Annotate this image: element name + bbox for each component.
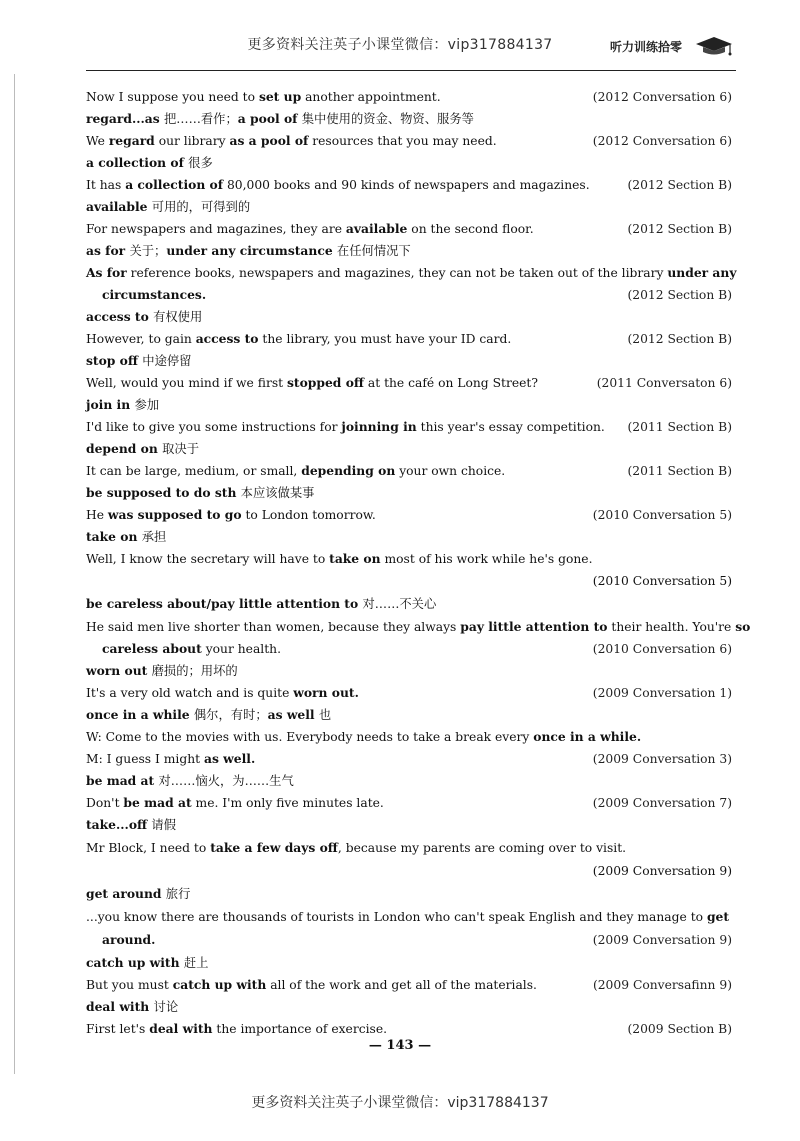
source-citation: (2010 Conversation 6) (592, 642, 732, 656)
footer-watermark: 更多资料关注英子小课堂微信：vip317884137 (251, 1095, 549, 1111)
source-citation: (2009 Section B) (627, 1022, 732, 1036)
bold-phrase: be mad at (86, 773, 159, 788)
text-segment: I'd like to give you some instructions for (86, 420, 342, 434)
text-segment: 把……看作； (163, 112, 238, 126)
source-citation: (2009 Conversation 3) (592, 752, 732, 766)
header-watermark: 更多资料关注英子小课堂微信：vip317884137 (247, 37, 553, 53)
text-segment: reference books, newspapers and magazines, they can not be taken out of the library (126, 266, 668, 280)
text-segment: 请假 (151, 818, 177, 832)
text-segment: 旅行 (165, 887, 191, 901)
phrase-heading (86, 306, 736, 328)
example-sentence (86, 86, 736, 108)
example-sentence (86, 460, 736, 482)
source-citation: (2011 Section B) (627, 420, 732, 434)
text-segment: 很多 (188, 156, 213, 170)
example-sentence (86, 284, 736, 306)
phrase-heading (86, 196, 736, 218)
text-segment: most of his work while he's gone. (380, 552, 593, 566)
phrase-heading (86, 438, 736, 460)
vocabulary-list (86, 86, 751, 1040)
bold-phrase: around. (102, 932, 156, 947)
bold-phrase: access to (195, 331, 259, 346)
text-segment: your own choice. (395, 464, 506, 478)
phrase-heading (86, 482, 736, 504)
text-segment: 承担 (141, 530, 167, 544)
text-segment: W: Come to the movies with us. Everybody needs to take a break every (86, 730, 534, 744)
text-segment: First let's (86, 1022, 150, 1036)
bold-phrase: catch up with (172, 977, 267, 992)
example-sentence (86, 974, 736, 996)
example-sentence (86, 748, 736, 770)
phrase-heading (86, 660, 736, 682)
example-sentence (86, 1018, 736, 1040)
bold-phrase: get around (86, 886, 166, 901)
source-line (86, 860, 736, 882)
phrase-heading (86, 108, 736, 130)
bold-phrase: access to (86, 309, 154, 324)
bold-phrase: get (706, 909, 730, 924)
bold-phrase: under any (667, 265, 737, 280)
bold-phrase: available (345, 221, 408, 236)
text-segment: all of the work and get all of the materials. (266, 978, 537, 992)
text-segment: For newspapers and magazines, they are (86, 222, 346, 236)
bold-phrase: be mad at (123, 795, 192, 810)
text-segment: Don't (86, 796, 124, 810)
bold-phrase: so (735, 619, 751, 634)
bold-phrase: regard...as (86, 111, 164, 126)
example-sentence (86, 638, 736, 660)
left-margin-rule (14, 74, 15, 1074)
bold-phrase: a collection of (125, 177, 224, 192)
example-sentence (86, 218, 736, 240)
text-segment: We (86, 134, 109, 148)
phrase-heading (86, 704, 736, 726)
text-segment: this year's essay competition. (416, 420, 605, 434)
text-segment: 偶尔，有时； (193, 708, 268, 722)
bold-phrase: depending on (301, 463, 396, 478)
example-sentence (86, 548, 736, 570)
text-segment: ...you know there are thousands of tourists in London who can't speak English and they manage to (86, 910, 707, 924)
source-citation: (2011 Section B) (627, 464, 732, 478)
text-segment: 磨损的；用坏的 (151, 664, 238, 678)
example-sentence (86, 616, 751, 638)
text-segment: our library (154, 134, 230, 148)
text-segment: , because my parents are coming over to visit. (337, 841, 627, 855)
bold-phrase: available (86, 199, 152, 214)
bold-phrase: be supposed to do sth (86, 485, 241, 500)
bold-phrase: stop off (86, 353, 143, 368)
bold-phrase: circumstances. (102, 287, 207, 302)
text-segment: 80,000 books and 90 kinds of newspapers and magazines. (223, 178, 590, 192)
source-citation: (2012 Section B) (627, 288, 732, 302)
text-segment: resources that you may need. (308, 134, 497, 148)
text-segment: 取决于 (162, 442, 199, 456)
bold-phrase: as well. (204, 751, 256, 766)
example-sentence (86, 328, 736, 350)
text-segment: at the café on Long Street? (363, 376, 538, 390)
example-sentence (86, 726, 736, 748)
phrase-heading (86, 952, 736, 974)
example-sentence (86, 836, 736, 860)
source-citation: (2012 Conversation 6) (592, 90, 732, 104)
bold-phrase: take on (86, 529, 142, 544)
bold-phrase: take...off (86, 817, 152, 832)
text-segment: 赶上 (183, 956, 209, 970)
source-citation: (2010 Conversation 5) (592, 574, 732, 588)
example-sentence (86, 906, 736, 928)
bold-phrase: once in a while. (533, 729, 642, 744)
text-segment: 有权使用 (153, 310, 203, 324)
text-segment: 关于； (129, 244, 167, 258)
example-sentence (86, 928, 736, 952)
text-segment: It has (86, 178, 126, 192)
text-segment: 可用的，可得到的 (151, 200, 251, 214)
bold-phrase: join in (86, 397, 135, 412)
bold-phrase: a pool of (237, 111, 302, 126)
header-rule (86, 70, 736, 71)
text-segment: Well, I know the secretary will have to (86, 552, 330, 566)
text-segment: 中途停留 (142, 354, 192, 368)
source-citation: (2012 Conversation 6) (592, 134, 732, 148)
text-segment: your health. (201, 642, 281, 656)
example-sentence (86, 792, 736, 814)
bold-phrase: take a few days off (210, 840, 338, 855)
bold-phrase: set up (258, 89, 302, 104)
text-segment: 本应该做某事 (240, 486, 315, 500)
bold-phrase: was supposed to go (107, 507, 242, 522)
text-segment: 集中使用的资金、物资、服务等 (301, 112, 474, 126)
source-citation: (2009 Conversafinn 9) (592, 978, 732, 992)
source-citation: (2012 Section B) (627, 332, 732, 346)
text-segment: their health. You're (607, 620, 736, 634)
phrase-heading (86, 592, 736, 616)
text-segment: He said men live shorter than women, because they always (86, 620, 461, 634)
phrase-heading (86, 394, 736, 416)
bold-phrase: worn out (86, 663, 152, 678)
bold-phrase: as a pool of (229, 133, 309, 148)
bold-phrase: pay little attention to (460, 619, 608, 634)
example-sentence (86, 262, 736, 284)
text-segment: He (86, 508, 108, 522)
bold-phrase: stopped off (286, 375, 364, 390)
example-sentence (86, 682, 736, 704)
bold-phrase: depend on (86, 441, 163, 456)
graduation-cap-icon (694, 34, 734, 56)
text-segment: me. I'm only five minutes late. (191, 796, 384, 810)
bold-phrase: be careless about/pay little attention to (86, 596, 363, 611)
text-segment: It can be large, medium, or small, (86, 464, 302, 478)
example-sentence (86, 416, 736, 438)
text-segment: Now I suppose you need to (86, 90, 259, 104)
bold-phrase: as well (267, 707, 319, 722)
phrase-heading (86, 996, 736, 1018)
text-segment: the library, you must have your ID card. (258, 332, 512, 346)
bold-phrase: joinning in (341, 419, 417, 434)
bold-phrase: catch up with (86, 955, 184, 970)
text-segment: the importance of exercise. (212, 1022, 388, 1036)
bold-phrase: As for (86, 265, 127, 280)
phrase-heading (86, 882, 736, 906)
source-citation: (2010 Conversation 5) (592, 508, 732, 522)
bold-phrase: under any circumstance (166, 243, 337, 258)
source-citation: (2012 Section B) (627, 222, 732, 236)
text-segment: Well, would you mind if we first (86, 376, 287, 390)
example-sentence (86, 130, 736, 152)
text-segment: M: I guess I might (86, 752, 205, 766)
bold-phrase: take on (329, 551, 381, 566)
source-citation: (2009 Conversation 9) (592, 864, 732, 878)
phrase-heading (86, 152, 736, 174)
source-citation: (2009 Conversation 7) (592, 796, 732, 810)
bold-phrase: once in a while (86, 707, 194, 722)
example-sentence (86, 372, 736, 394)
page-number: — 143 — (368, 1038, 432, 1053)
phrase-heading (86, 814, 736, 836)
text-segment: on the second floor. (407, 222, 534, 236)
phrase-heading (86, 350, 736, 372)
source-citation: (2009 Conversation 1) (592, 686, 732, 700)
bold-phrase: as for (86, 243, 130, 258)
text-segment: Mr Block, I need to (86, 841, 211, 855)
bold-phrase: careless about (102, 641, 202, 656)
text-segment: It's a very old watch and is quite (86, 686, 294, 700)
text-segment: However, to gain (86, 332, 196, 346)
example-sentence (86, 174, 736, 196)
bold-phrase: deal with (86, 999, 154, 1014)
text-segment: 在任何情况下 (336, 244, 411, 258)
phrase-heading (86, 526, 736, 548)
bold-phrase: a collection of (86, 155, 189, 170)
bold-phrase: deal with (149, 1021, 213, 1036)
text-segment: 讨论 (153, 1000, 179, 1014)
text-segment: 对……不关心 (362, 597, 437, 611)
text-segment: 参加 (134, 398, 160, 412)
text-segment: to London tomorrow. (241, 508, 376, 522)
source-citation: (2009 Conversation 9) (592, 933, 732, 947)
phrase-heading (86, 240, 736, 262)
text-segment: 也 (318, 708, 332, 722)
example-sentence (86, 504, 736, 526)
phrase-heading (86, 770, 736, 792)
source-citation: (2012 Section B) (627, 178, 732, 192)
bold-phrase: worn out. (293, 685, 359, 700)
text-segment: 对……恼火，为……生气 (158, 774, 294, 788)
text-segment: another appointment. (301, 90, 441, 104)
source-line (86, 570, 736, 592)
text-segment: But you must (86, 978, 173, 992)
bold-phrase: regard (108, 133, 155, 148)
header-brand: 听力训练拾零 (610, 40, 683, 54)
source-citation: (2011 Conversaton 6) (596, 376, 732, 390)
